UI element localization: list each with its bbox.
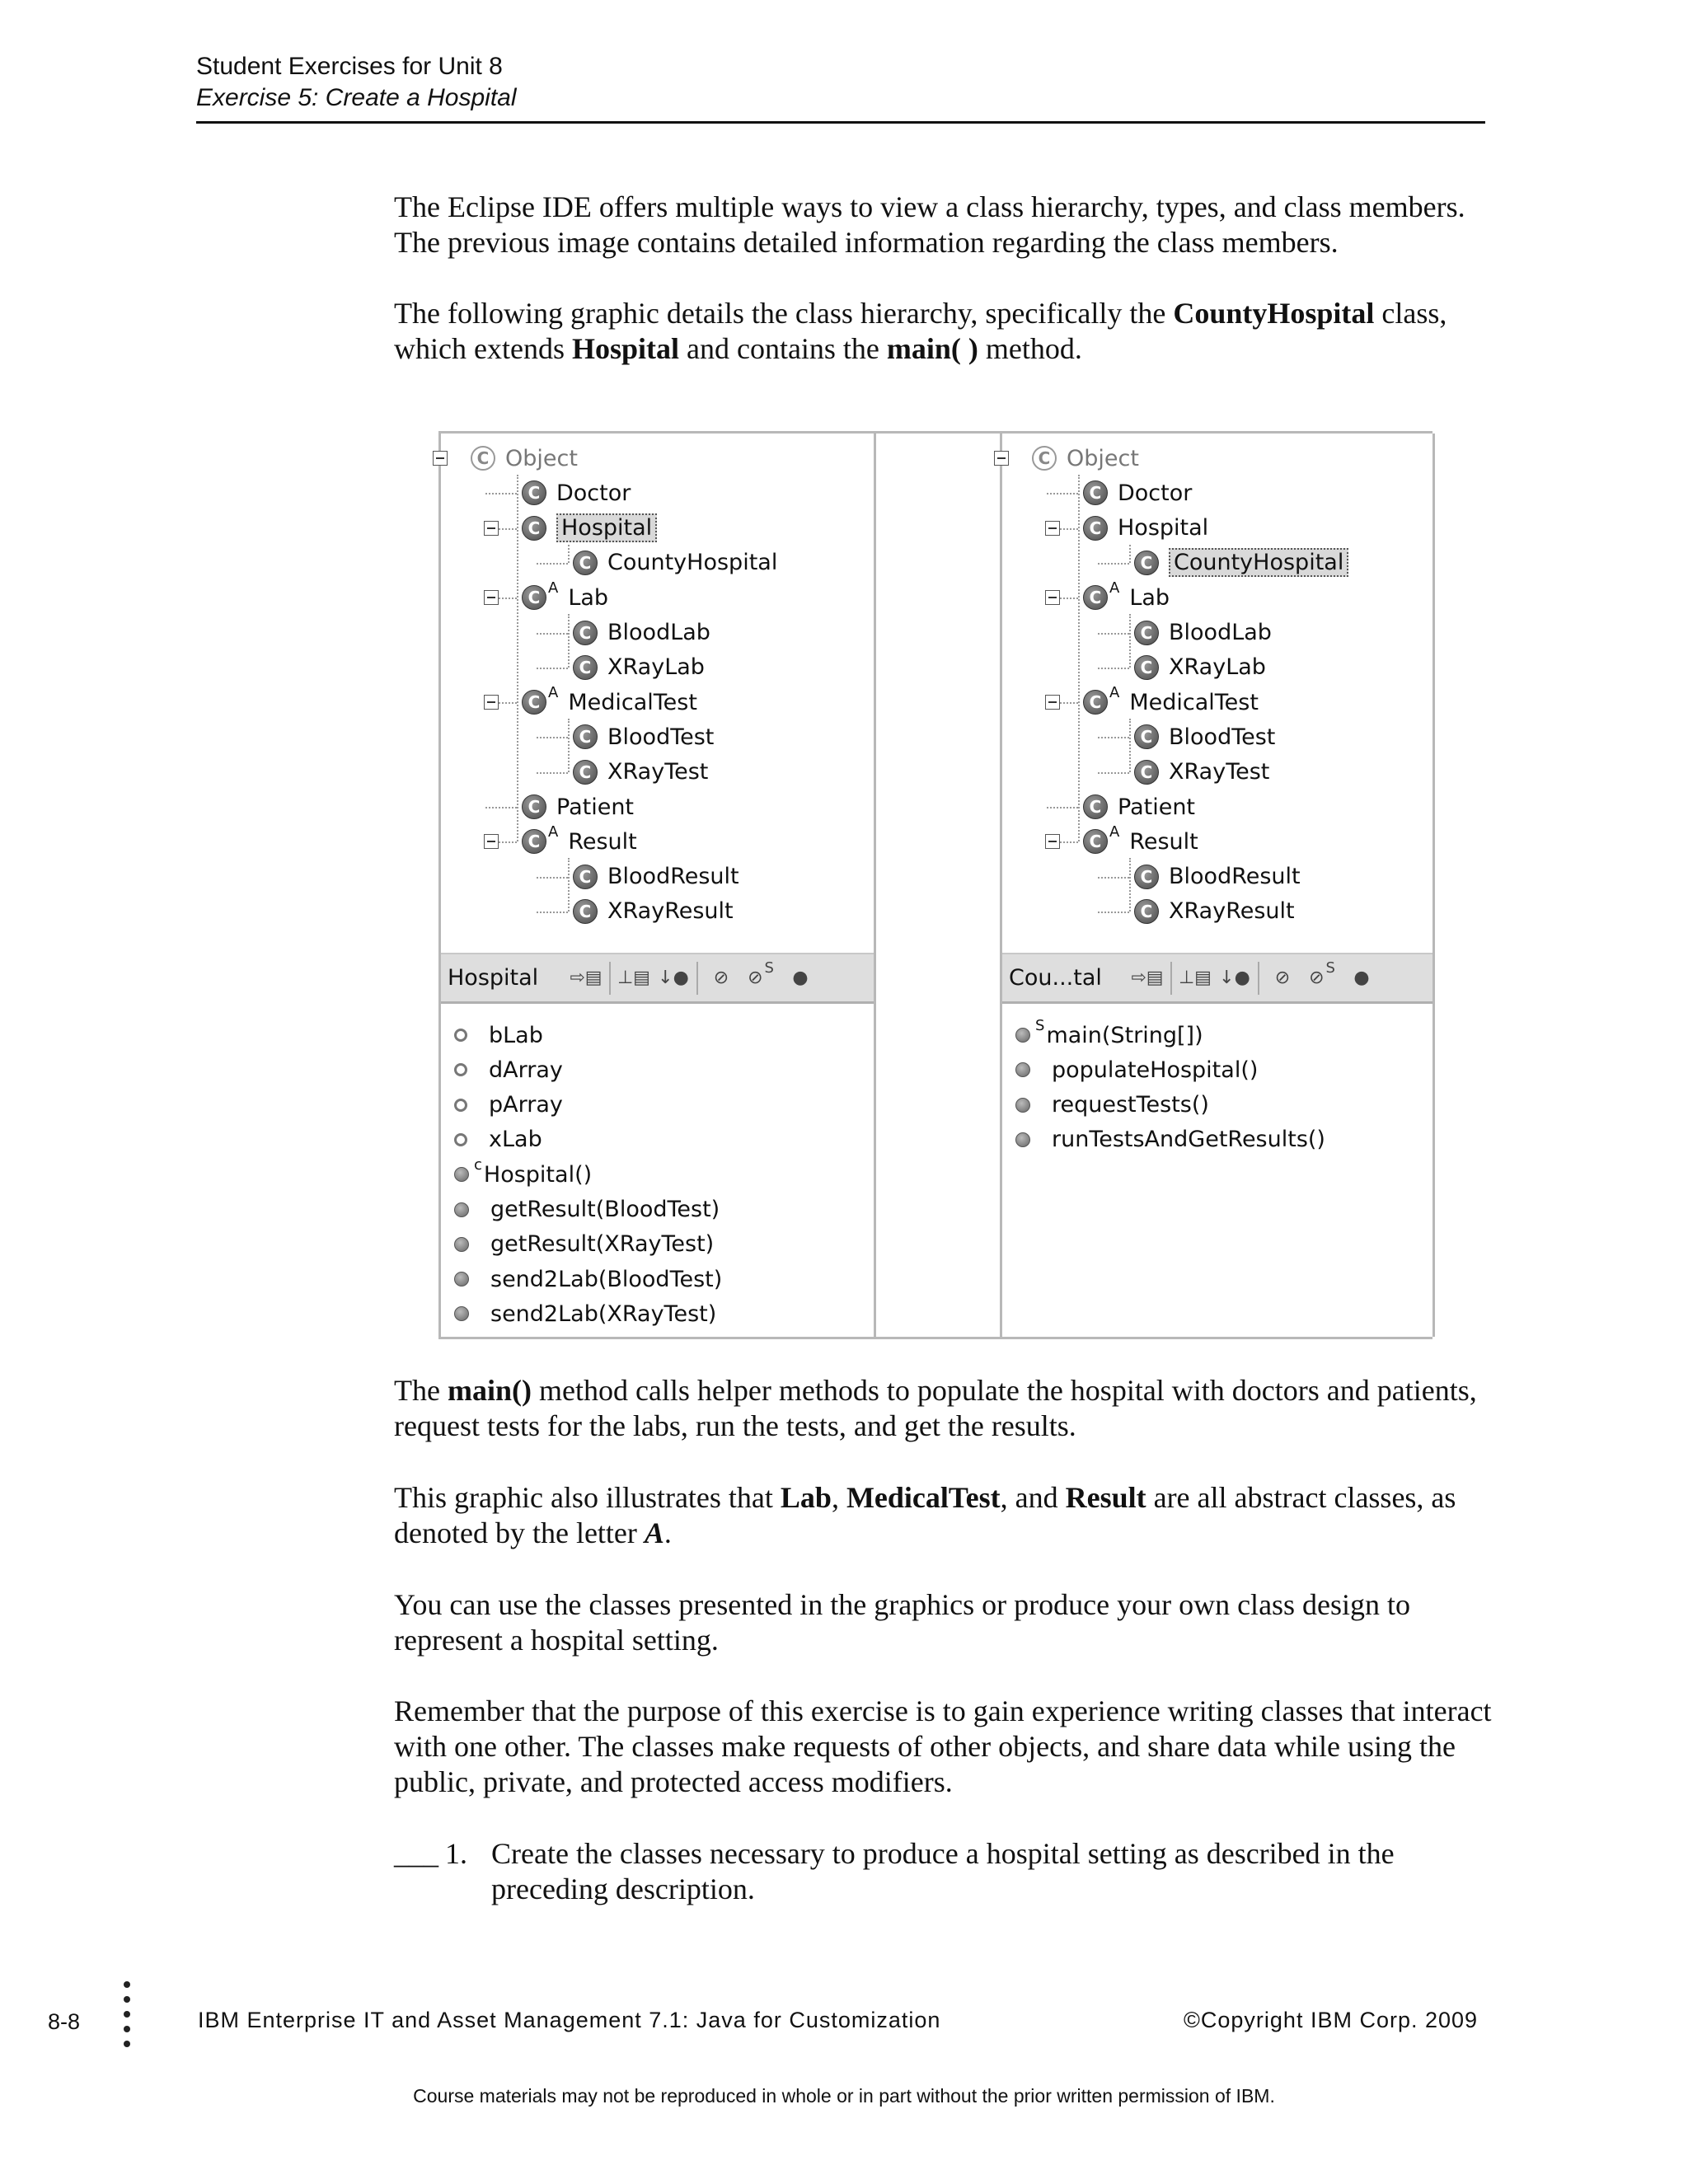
tree-branch-line: [537, 877, 568, 879]
hide-static-icon[interactable]: ⊘ S: [1309, 959, 1335, 988]
member-label: getResult(XRayTest): [490, 1231, 715, 1258]
tree-branch-line: [537, 912, 568, 913]
tree-node-xraylab[interactable]: [573, 651, 705, 684]
page-number: 8-8: [48, 2009, 81, 2034]
collapse-toggle-icon[interactable]: [994, 451, 1009, 466]
sort-by-type-icon[interactable]: ↓●: [658, 968, 689, 988]
class-icon: C: [1083, 516, 1108, 541]
class-icon: C: [522, 585, 546, 610]
method-icon: [454, 1306, 469, 1321]
tree-node-hospital[interactable]: [522, 512, 657, 545]
tree-node-label: XRayLab: [1169, 654, 1266, 681]
tree-branch-line: [485, 493, 517, 494]
tree-node-xrayresult[interactable]: [573, 895, 734, 928]
class-icon: C: [573, 655, 598, 680]
tree-node-countyhospital[interactable]: [573, 546, 777, 579]
bold-main: main( ): [886, 332, 978, 365]
tree-node-label: CountyHospital: [607, 550, 778, 576]
tree-node-object[interactable]: [1032, 442, 1139, 475]
tree-node-medicaltest[interactable]: [522, 683, 697, 719]
tree-node-result[interactable]: [1083, 825, 1198, 858]
member-item[interactable]: [454, 1193, 720, 1226]
member-label: pArray: [489, 1092, 563, 1118]
header-rule: [196, 121, 1485, 124]
member-label: dArray: [489, 1057, 563, 1083]
tree-node-label: XRayTest: [1169, 759, 1270, 785]
tree-branch-line: [1047, 807, 1078, 808]
tree-guide-line: [1078, 475, 1080, 841]
tree-node-xraytest[interactable]: [1134, 756, 1269, 789]
member-item[interactable]: [454, 1053, 563, 1086]
footer-dot: [124, 2011, 130, 2018]
intro-paragraph-1: The Eclipse IDE offers multiple ways to view a class hierarchy, types, and class members. The previous image contains detailed information regarding the class members.: [394, 190, 1465, 259]
collapse-toggle-icon[interactable]: [484, 695, 499, 710]
text-run: are all abstract classes, as denoted by the letter: [394, 1481, 1456, 1549]
text-run: and contains the: [678, 332, 887, 365]
class-icon: C: [1032, 446, 1057, 471]
show-inherited-icon[interactable]: ⊥▤: [617, 968, 650, 988]
type-hierarchy-tree: [441, 434, 874, 953]
class-icon: C: [522, 516, 546, 541]
member-item[interactable]: [454, 1123, 542, 1156]
tree-node-label: Hospital: [556, 513, 657, 542]
class-icon: C: [1083, 480, 1108, 505]
paragraph-classes: You can use the classes presented in the graphics or produce your own class design to represent a hospital setting.: [394, 1588, 1411, 1657]
tree-node-label: MedicalTest: [1129, 689, 1259, 715]
method-icon: [1015, 1028, 1030, 1043]
tree-node-label: Result: [568, 828, 637, 855]
member-view-title: Hospital: [448, 965, 539, 991]
page-header: [196, 51, 1482, 114]
toolbar-separator: [1170, 962, 1172, 995]
method-icon: [454, 1167, 469, 1182]
tree-node-label: XRayResult: [607, 898, 734, 925]
hide-nonpublic-icon[interactable]: ●: [792, 968, 809, 988]
static-marker: S: [764, 959, 774, 977]
member-label: getResult(BloodTest): [490, 1197, 720, 1222]
tree-node-label: Patient: [1118, 794, 1196, 820]
class-icon: C: [1134, 551, 1159, 575]
tree-node-doctor[interactable]: [522, 476, 631, 509]
member-label: send2Lab(XRayTest): [490, 1301, 717, 1327]
tree-node-label: Doctor: [1118, 480, 1193, 506]
tree-node-bloodtest[interactable]: [573, 720, 714, 753]
header-exercise: Exercise 5: Create a Hospital: [196, 84, 517, 111]
collapse-toggle-icon[interactable]: [484, 521, 499, 536]
abstract-marker: A: [548, 579, 559, 597]
toolbar-separator: [609, 962, 611, 995]
tree-node-label: BloodTest: [607, 724, 715, 750]
tree-branch-line: [537, 633, 568, 635]
member-label: xLab: [489, 1127, 542, 1153]
tree-node-hospital[interactable]: [1083, 512, 1208, 545]
tree-node-xrayresult[interactable]: [1134, 895, 1295, 928]
tree-branch-line: [1098, 668, 1129, 669]
tree-node-label: XRayLab: [607, 654, 705, 681]
member-item[interactable]: [454, 1019, 543, 1052]
tree-node-label: Patient: [556, 794, 635, 820]
field-icon: [454, 1029, 467, 1042]
bold-medicaltest: MedicalTest: [846, 1481, 1001, 1514]
member-item[interactable]: [1015, 1123, 1325, 1156]
member-label: main(String[]): [1046, 1022, 1203, 1048]
copyright: ©Copyright IBM Corp. 2009: [1184, 2008, 1479, 2032]
tree-guide-line: [1129, 719, 1131, 772]
header-unit: Student Exercises for Unit 8: [196, 53, 503, 80]
class-icon: C: [1083, 794, 1108, 819]
tree-node-patient[interactable]: [522, 790, 634, 823]
class-icon: C: [1134, 724, 1159, 749]
method-icon: [1015, 1098, 1030, 1113]
tree-guide-line: [568, 545, 570, 563]
member-view-toolbar: [441, 953, 874, 1004]
member-label: requestTests(): [1052, 1092, 1209, 1118]
tree-guide-line: [568, 614, 570, 668]
text-run: The: [394, 1374, 448, 1407]
tree-node-label: Object: [505, 445, 578, 471]
member-modifier-marker: S: [1035, 1016, 1045, 1034]
tree-node-patient[interactable]: [1083, 790, 1195, 823]
hide-nonpublic-icon[interactable]: ●: [1353, 968, 1370, 988]
member-item[interactable]: [1015, 1053, 1258, 1086]
tree-branch-line: [537, 563, 568, 565]
member-label: send2Lab(BloodTest): [490, 1266, 723, 1292]
tree-node-label: XRayResult: [1169, 898, 1295, 925]
tree-node-bloodresult[interactable]: [573, 860, 739, 893]
class-icon: C: [1083, 585, 1108, 610]
class-icon: C: [522, 690, 546, 715]
class-icon: C: [522, 829, 546, 854]
paragraph-purpose: Remember that the purpose of this exercise is to gain experience writing classes that interact with one other. The classes make requests of other objects, and share data while using the public, private, and protected access modifiers.: [394, 1694, 1492, 1798]
tree-node-label: BloodResult: [1169, 864, 1301, 890]
tree-node-label: BloodLab: [1169, 620, 1272, 645]
intro-paragraph-2: [394, 296, 1498, 367]
member-item[interactable]: [454, 1297, 716, 1330]
method-icon: [454, 1202, 469, 1217]
member-item[interactable]: [454, 1155, 593, 1191]
member-label: bLab: [489, 1022, 543, 1048]
class-icon: C: [522, 794, 546, 819]
class-icon: C: [573, 551, 598, 575]
class-icon: C: [1134, 899, 1159, 924]
tree-branch-line: [1098, 877, 1129, 879]
tree-node-label: CountyHospital: [1169, 548, 1348, 577]
tree-node-label: XRayTest: [607, 759, 709, 785]
member-view-toolbar: [1002, 953, 1432, 1004]
class-icon: C: [1134, 621, 1159, 645]
collapse-toggle-icon[interactable]: [433, 451, 448, 466]
class-icon: C: [1134, 760, 1159, 785]
collapse-toggle-icon[interactable]: [484, 590, 499, 605]
hide-fields-icon[interactable]: ⊘: [713, 968, 729, 988]
sort-by-type-icon[interactable]: ↓●: [1219, 968, 1250, 988]
abstract-marker: A: [548, 823, 559, 841]
field-icon: [454, 1133, 467, 1146]
tree-branch-line: [1047, 493, 1078, 494]
text-run: This graphic also illustrates that: [394, 1481, 781, 1514]
bold-main: main(): [447, 1374, 532, 1407]
tree-guide-line: [1129, 614, 1131, 668]
tree-branch-line: [1098, 912, 1129, 913]
right-hierarchy-panel: [1000, 434, 1435, 1337]
field-icon: [454, 1099, 467, 1112]
class-icon: C: [1134, 655, 1159, 680]
tree-guide-line: [1129, 545, 1131, 563]
member-label: populateHospital(): [1052, 1057, 1259, 1083]
member-item[interactable]: [454, 1228, 714, 1261]
footer-dot: [124, 1996, 130, 2003]
tree-node-bloodlab[interactable]: [1134, 616, 1272, 649]
method-icon: [1015, 1132, 1030, 1147]
step-text: Create the classes necessary to produce a hospital setting as described in the preceding description.: [491, 1837, 1395, 1905]
tree-node-label: Hospital: [1118, 515, 1209, 541]
tree-branch-line: [1098, 772, 1129, 774]
tree-node-label: BloodLab: [607, 620, 710, 645]
class-icon: C: [1083, 690, 1108, 715]
class-icon: C: [573, 621, 598, 645]
toolbar-separator: [1258, 962, 1259, 995]
hide-fields-icon[interactable]: ⊘: [1274, 968, 1291, 988]
member-item[interactable]: [1015, 1016, 1203, 1052]
tree-guide-line: [517, 475, 518, 841]
collapse-toggle-icon[interactable]: [1045, 695, 1060, 710]
class-icon: C: [573, 724, 598, 749]
tree-node-result[interactable]: [522, 825, 637, 858]
member-modifier-marker: c: [474, 1155, 482, 1174]
tree-node-xraylab[interactable]: [1134, 651, 1266, 684]
tree-node-label: Lab: [568, 584, 609, 611]
tree-node-label: BloodResult: [607, 864, 739, 890]
paragraph-main-method: [394, 1373, 1498, 1444]
tree-node-label: Lab: [1129, 584, 1170, 611]
tree-node-label: BloodTest: [1169, 724, 1276, 750]
collapse-toggle-icon[interactable]: [1045, 590, 1060, 605]
tree-node-lab[interactable]: [522, 581, 608, 614]
class-icon: C: [573, 899, 598, 924]
tree-branch-line: [1098, 737, 1129, 738]
tree-branch-line: [1098, 633, 1129, 635]
class-icon: C: [1134, 865, 1159, 889]
static-marker: S: [1325, 959, 1335, 977]
footer-dot: [124, 2026, 130, 2032]
course-title: IBM Enterprise IT and Asset Management 7.1: Java for Customization: [198, 2008, 941, 2032]
footer-dot: [124, 2041, 130, 2047]
class-icon: C: [573, 760, 598, 785]
text-run: method calls helper methods to populate the hospital with doctors and patients, request tests for the labs, run the tests, and get the results.: [394, 1374, 1477, 1442]
abstract-marker: A: [548, 683, 559, 701]
toolbar-separator: [696, 962, 698, 995]
class-icon: C: [1083, 829, 1108, 854]
class-icon: C: [573, 865, 598, 889]
abstract-marker: A: [1109, 683, 1120, 701]
tree-node-object[interactable]: [471, 442, 578, 475]
collapse-toggle-icon[interactable]: [484, 834, 499, 849]
tree-node-label: Result: [1129, 828, 1198, 855]
bold-result: Result: [1065, 1481, 1146, 1514]
bold-countyhospital: CountyHospital: [1173, 297, 1375, 330]
text-run: The following graphic details the class hierarchy, specifically the: [394, 297, 1174, 330]
member-label: runTestsAndGetResults(): [1052, 1127, 1325, 1153]
tree-branch-line: [537, 668, 568, 669]
eclipse-hierarchy-figure: [438, 431, 1432, 1339]
paragraph-abstract: [394, 1480, 1498, 1551]
method-icon: [454, 1272, 469, 1286]
text-run: class, which extends: [394, 297, 1447, 365]
method-icon: [1015, 1062, 1030, 1077]
type-hierarchy-tree: [1002, 434, 1432, 953]
reproduction-notice: Course materials may not be reproduced in whole or in part without the prior written permission of IBM.: [413, 2085, 1275, 2107]
member-view-title: Cou...tal: [1009, 965, 1102, 991]
bold-lab: Lab: [780, 1481, 832, 1514]
collapse-toggle-icon[interactable]: [1045, 834, 1060, 849]
abstract-marker: A: [1109, 579, 1120, 597]
tree-branch-line: [537, 772, 568, 774]
step-number: 1.: [445, 1837, 467, 1870]
lock-view-icon[interactable]: ⇨▤: [1131, 968, 1164, 988]
method-icon: [454, 1237, 469, 1252]
footer-dot: [124, 1981, 130, 1988]
member-item[interactable]: [454, 1089, 563, 1122]
tree-node-bloodtest[interactable]: [1134, 720, 1275, 753]
tree-node-label: Doctor: [556, 480, 631, 506]
field-icon: [454, 1063, 467, 1076]
text-run: .: [663, 1516, 672, 1549]
tree-node-lab[interactable]: [1083, 581, 1170, 614]
bold-hospital: Hospital: [571, 332, 679, 365]
class-icon: C: [522, 480, 546, 505]
tree-node-bloodlab[interactable]: [573, 616, 710, 649]
collapse-toggle-icon[interactable]: [1045, 521, 1060, 536]
show-inherited-icon[interactable]: ⊥▤: [1179, 968, 1212, 988]
abstract-marker: A: [1109, 823, 1120, 841]
tree-node-medicaltest[interactable]: [1083, 683, 1259, 719]
lock-view-icon[interactable]: ⇨▤: [570, 968, 603, 988]
tree-node-doctor[interactable]: [1083, 476, 1192, 509]
class-icon: C: [471, 446, 495, 471]
tree-node-bloodresult[interactable]: [1134, 860, 1301, 893]
tree-node-label: Object: [1067, 445, 1139, 471]
member-item[interactable]: [1015, 1089, 1209, 1122]
member-item[interactable]: [454, 1263, 722, 1296]
tree-guide-line: [1129, 858, 1131, 912]
tree-branch-line: [1098, 563, 1129, 565]
tree-node-label: MedicalTest: [568, 689, 697, 715]
step-checkbox-blank: ___: [394, 1837, 438, 1870]
tree-branch-line: [485, 807, 517, 808]
text-run: ,: [831, 1481, 846, 1514]
left-hierarchy-panel: [441, 434, 876, 1337]
bold-italic-a: A: [644, 1516, 664, 1549]
tree-node-countyhospital[interactable]: [1134, 546, 1348, 579]
tree-node-xraytest[interactable]: [573, 756, 708, 789]
member-label: Hospital(): [483, 1161, 593, 1188]
text-run: , and: [1000, 1481, 1066, 1514]
hide-static-icon[interactable]: ⊘ S: [748, 959, 774, 988]
tree-guide-line: [568, 858, 570, 912]
text-run: method.: [978, 332, 1082, 365]
tree-guide-line: [568, 719, 570, 772]
tree-branch-line: [537, 737, 568, 738]
